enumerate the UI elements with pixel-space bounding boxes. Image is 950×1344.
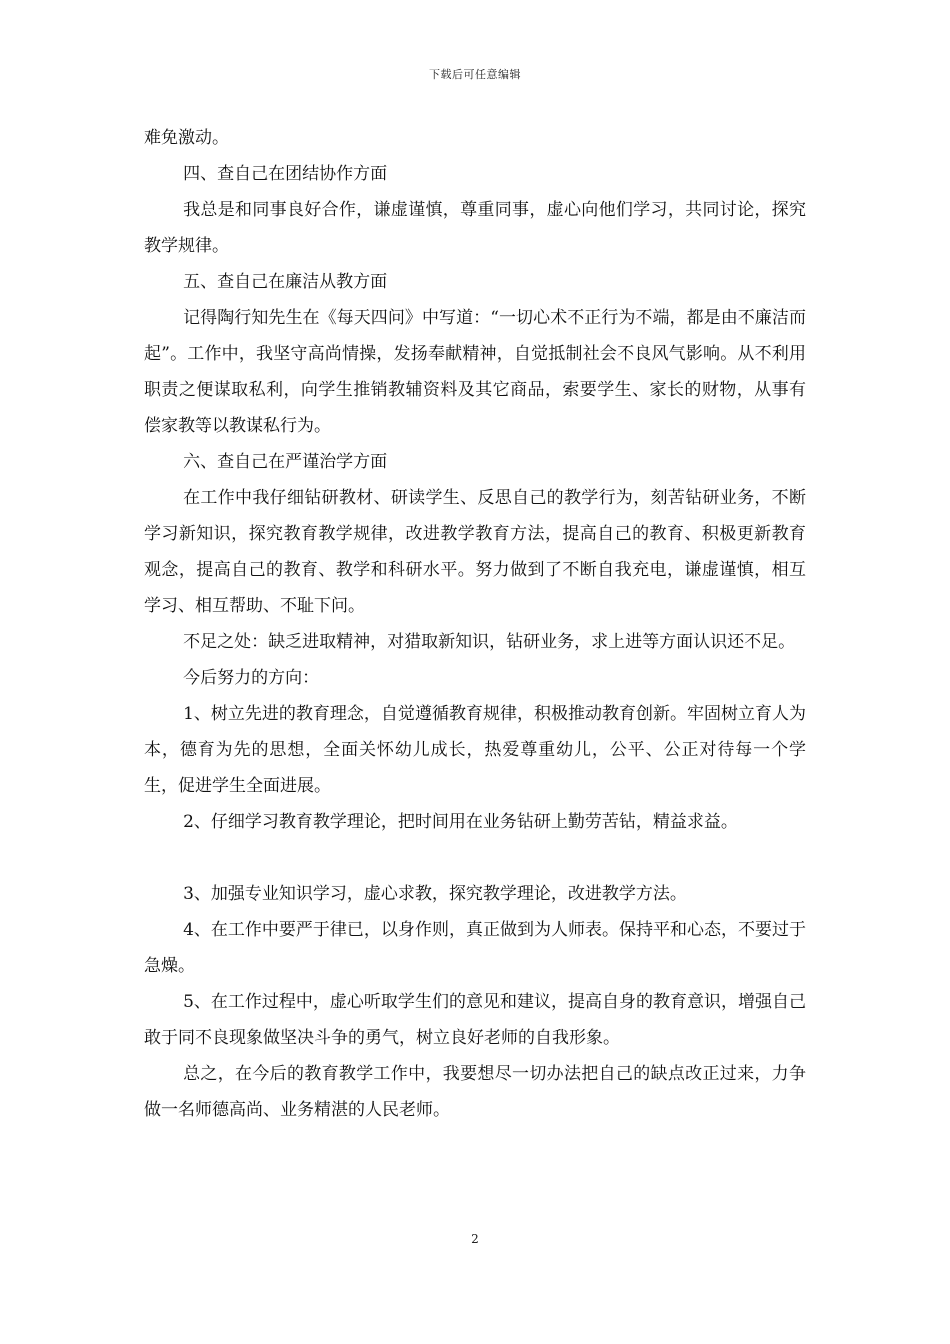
list-item: 1、树立先进的教育理念，自觉遵循教育规律，积极推动教育创新。牢固树立育人为本，德育为先的思想，全面关怀幼儿成长，热爱尊重幼儿，公平、公正对待每一个学生，促进学生全面进展。 xyxy=(144,704,806,796)
paragraph: 不足之处：缺乏进取精神，对猎取新知识，钻研业务，求上进等方面认识还不足。 xyxy=(183,632,796,652)
paragraph: 难免激动。 xyxy=(144,128,229,148)
document-body xyxy=(144,120,806,1128)
section-heading: 六、查自己在严谨治学方面 xyxy=(183,452,388,472)
blank-line xyxy=(144,840,806,876)
paragraph: 总之，在今后的教育教学工作中，我要想尽一切办法把自己的缺点改正过来，力争做一名师德高尚、业务精湛的人民老师。 xyxy=(144,1064,806,1120)
list-item: 3、加强专业知识学习，虚心求教，探究教学理论，改进教学方法。 xyxy=(183,884,687,904)
paragraph: 我总是和同事良好合作，谦虚谨慎，尊重同事，虚心向他们学习，共同讨论，探究教学规律。 xyxy=(144,200,806,256)
list-item: 4、在工作中要严于律已，以身作则，真正做到为人师表。保持平和心态，不要过于急燥。 xyxy=(144,920,806,976)
list-item: 2、仔细学习教育教学理论，把时间用在业务钻研上勤劳苦钻，精益求益。 xyxy=(183,812,738,832)
paragraph: 记得陶行知先生在《每天四问》中写道：“一切心术不正行为不端，都是由不廉洁而起”。工作中，我坚守高尚情操，发扬奉献精神，自觉抵制社会不良风气影响。从不利用职责之便谋取私利，向学生推销教辅资料及其它商品，索要学生、家长的财物，从事有偿家教等以教谋私行为。 xyxy=(144,308,806,436)
page-header: 下载后可任意编辑 xyxy=(429,68,521,81)
section-heading: 四、查自己在团结协作方面 xyxy=(183,164,388,184)
list-item: 5、在工作过程中，虚心听取学生们的意见和建议，提高自身的教育意识，增强自己敢于同不良现象做坚决斗争的勇气，树立良好老师的自我形象。 xyxy=(144,992,806,1048)
section-heading: 五、查自己在廉洁从教方面 xyxy=(183,272,388,292)
page-number: 2 xyxy=(471,1232,479,1246)
paragraph: 在工作中我仔细钻研教材、研读学生、反思自己的教学行为，刻苦钻研业务，不断学习新知识，探究教育教学规律，改进教学教育方法，提高自己的教育、积极更新教育观念，提高自己的教育、教学和科研水平。努力做到了不断自我充电，谦虚谨慎，相互学习、相互帮助、不耻下问。 xyxy=(144,488,806,616)
paragraph: 今后努力的方向： xyxy=(183,668,320,688)
